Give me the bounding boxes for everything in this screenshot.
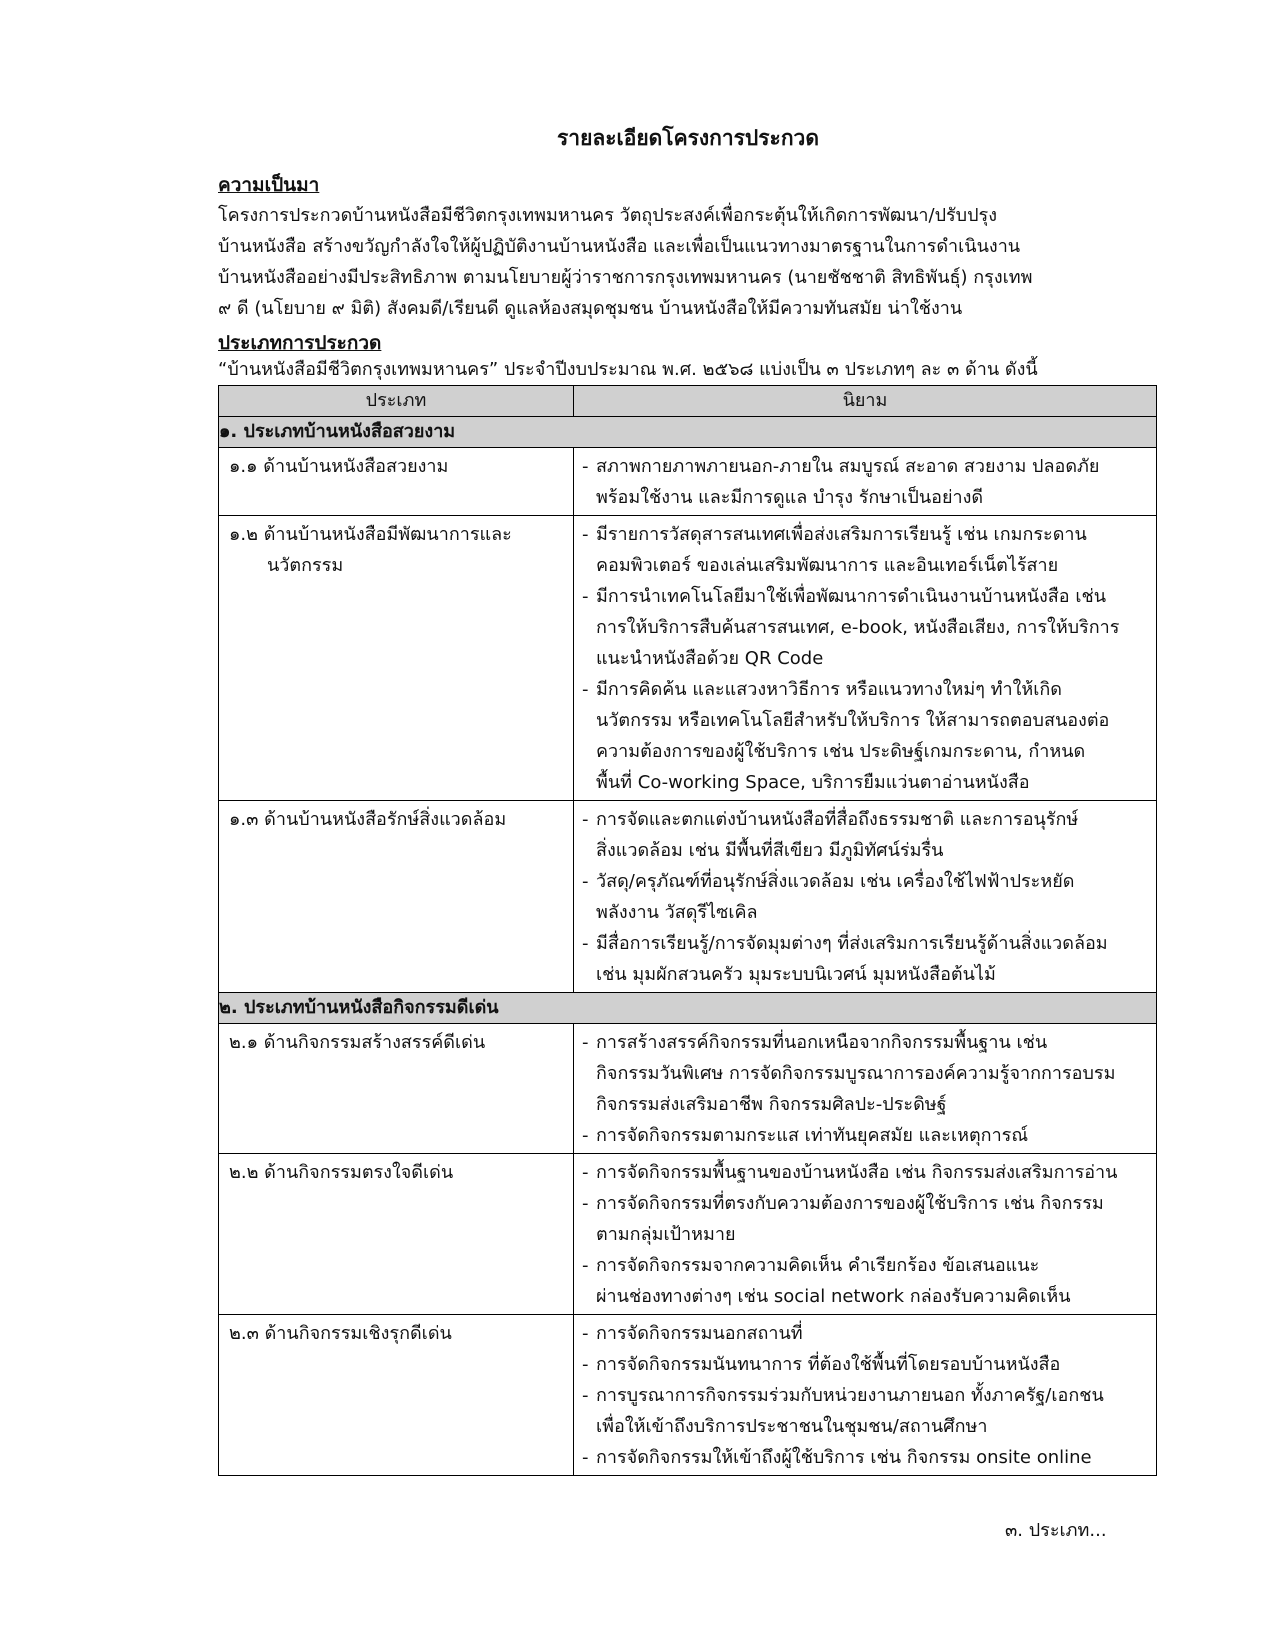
bullet-dash: - xyxy=(582,1193,589,1214)
criterion-name: ๒.๑ ด้านกิจกรรมสร้างสรรค์ดีเด่น xyxy=(229,1032,486,1053)
bullet-line: มีสื่อการเรียนรู้/การจัดมุมต่างๆ ที่ส่งเสริมการเรียนรู้ด้านสิ่งแวดล้อม xyxy=(596,933,1108,954)
bullet-text xyxy=(596,1380,1152,1442)
bullet-line: วัสดุ/ครุภัณฑ์ที่อนุรักษ์สิ่งแวดล้อม เช่น เครื่องใช้ไฟฟ้าประหยัด xyxy=(596,871,1075,892)
bullet-dash: - xyxy=(582,456,589,477)
bullet-line: การให้บริการสืบค้นสารสนเทศ, e-book, หนังสือเสียง, การให้บริการ xyxy=(596,617,1120,638)
criterion-row xyxy=(219,1315,1157,1476)
bullet-text xyxy=(596,1188,1152,1250)
criterion-name-cell xyxy=(219,1315,574,1476)
bullet-line: การจัดกิจกรรมที่ตรงกับความต้องการของผู้ใช้บริการ เช่น กิจกรรม xyxy=(596,1193,1104,1214)
bullet-dash: - xyxy=(582,1032,589,1053)
background-heading: ความเป็นมา xyxy=(218,174,320,196)
criterion-name-cell xyxy=(219,1024,574,1154)
bullet-line: พร้อมใช้งาน และมีการดูแล บำรุง รักษาเป็นอย่างดี xyxy=(596,487,984,508)
criterion-definition-cell xyxy=(574,1154,1157,1315)
definition-bullet xyxy=(582,928,1152,990)
bullet-line: สิ่งแวดล้อม เช่น มีพื้นที่สีเขียว มีภูมิทัศน์ร่มรื่น xyxy=(596,840,944,861)
bullet-line: แนะนำหนังสือด้วย QR Code xyxy=(596,648,824,669)
criterion-row xyxy=(219,516,1157,801)
bullet-text xyxy=(596,1157,1152,1188)
bullet-dash: - xyxy=(582,1385,589,1406)
bullet-dash: - xyxy=(582,524,589,545)
criterion-name: ๑.๒ ด้านบ้านหนังสือมีพัฒนาการและ xyxy=(229,524,512,545)
definition-bullet xyxy=(582,1157,1152,1188)
criterion-name-cell xyxy=(219,1154,574,1315)
background-line: บ้านหนังสือ สร้างขวัญกำลังใจให้ผู้ปฏิบัติงานบ้านหนังสือ และเพื่อเป็นแนวทางมาตรฐานในการดำเนินงาน xyxy=(218,236,1021,257)
category-title: ๒. ประเภทบ้านหนังสือกิจกรรมดีเด่น xyxy=(219,993,1157,1024)
definition-bullet xyxy=(582,1349,1152,1380)
definition-bullet xyxy=(582,1250,1152,1312)
bullet-text xyxy=(596,674,1152,798)
bullet-line: เพื่อให้เข้าถึงบริการประชาชนในชุมชน/สถานศึกษา xyxy=(596,1416,988,1437)
criterion-row xyxy=(219,801,1157,993)
bullet-text xyxy=(596,928,1152,990)
bullet-line: นวัตกรรม หรือเทคโนโลยีสำหรับให้บริการ ให้สามารถตอบสนองต่อ xyxy=(596,710,1110,731)
bullet-text xyxy=(596,866,1152,928)
criterion-definition-cell xyxy=(574,1315,1157,1476)
definition-bullet xyxy=(582,1442,1152,1473)
background-line: โครงการประกวดบ้านหนังสือมีชีวิตกรุงเทพมหานคร วัตถุประสงค์เพื่อกระตุ้นให้เกิดการพัฒนา/ปรับปรุง xyxy=(218,205,997,226)
background-paragraph xyxy=(218,200,1158,324)
bullet-line: ความต้องการของผู้ใช้บริการ เช่น ประดิษฐ์เกมกระดาน, กำหนด xyxy=(596,741,1086,762)
column-header-definition: นิยาม xyxy=(574,386,1157,417)
bullet-line: การจัดกิจกรรมนันทนาการ ที่ต้องใช้พื้นที่โดยรอบบ้านหนังสือ xyxy=(596,1354,1061,1375)
bullet-line: การจัดกิจกรรมนอกสถานที่ xyxy=(596,1323,803,1344)
criterion-name: ๑.๓ ด้านบ้านหนังสือรักษ์สิ่งแวดล้อม xyxy=(229,809,507,830)
table-header-row xyxy=(219,386,1157,417)
bullet-text xyxy=(596,1250,1152,1312)
criterion-name: ๑.๑ ด้านบ้านหนังสือสวยงาม xyxy=(229,456,449,477)
bullet-dash: - xyxy=(582,1255,589,1276)
bullet-line: การจัดและตกแต่งบ้านหนังสือที่สื่อถึงธรรมชาติ และการอนุรักษ์ xyxy=(596,809,1079,830)
criterion-name: ๒.๓ ด้านกิจกรรมเชิงรุกดีเด่น xyxy=(229,1323,452,1344)
bullet-line: การสร้างสรรค์กิจกรรมที่นอกเหนือจากกิจกรรมพื้นฐาน เช่น xyxy=(596,1032,1048,1053)
criterion-name-cell xyxy=(219,516,574,801)
bullet-line: ผ่านช่องทางต่างๆ เช่น social network กล่องรับความคิดเห็น xyxy=(596,1286,1071,1307)
bullet-text xyxy=(596,1442,1152,1473)
bullet-dash: - xyxy=(582,933,589,954)
bullet-line: พื้นที่ Co-working Space, บริการยืมแว่นตาอ่านหนังสือ xyxy=(596,772,1030,793)
criteria-table xyxy=(218,385,1157,1476)
bullet-line: กิจกรรมวันพิเศษ การจัดกิจกรรมบูรณาการองค์ความรู้จากการอบรม xyxy=(596,1063,1116,1084)
category-title: ๑. ประเภทบ้านหนังสือสวยงาม xyxy=(219,417,1157,448)
bullet-line: มีรายการวัสดุสารสนเทศเพื่อส่งเสริมการเรียนรู้ เช่น เกมกระดาน xyxy=(596,524,1087,545)
criterion-name: นวัตกรรม xyxy=(267,555,344,576)
definition-bullet xyxy=(582,866,1152,928)
criterion-row xyxy=(219,1154,1157,1315)
bullet-line: สภาพกายภาพภายนอก-ภายใน สมบูรณ์ สะอาด สวยงาม ปลอดภัย xyxy=(596,456,1100,477)
definition-bullet xyxy=(582,804,1152,866)
bullet-line: กิจกรรมส่งเสริมอาชีพ กิจกรรมศิลปะ-ประดิษฐ์ xyxy=(596,1094,947,1115)
bullet-text xyxy=(596,1027,1152,1120)
bullet-text xyxy=(596,804,1152,866)
definition-bullet xyxy=(582,1027,1152,1120)
bullet-line: พลังงาน วัสดุรีไซเคิล xyxy=(596,902,758,923)
criterion-definition-cell xyxy=(574,1024,1157,1154)
contest-types-heading: ประเภทการประกวด xyxy=(218,332,382,354)
bullet-dash: - xyxy=(582,679,589,700)
criterion-name-cell xyxy=(219,448,574,516)
contest-types-intro: “บ้านหนังสือมีชีวิตกรุงเทพมหานคร” ประจำปีงบประมาณ พ.ศ. ๒๕๖๘ แบ่งเป็น ๓ ประเภทๆ ละ ๓ ด้าน ดังนี้ xyxy=(218,359,1038,380)
bullet-dash: - xyxy=(582,586,589,607)
column-header-type: ประเภท xyxy=(219,386,574,417)
bullet-dash: - xyxy=(582,1447,589,1468)
bullet-line: เช่น มุมผักสวนครัว มุมระบบนิเวศน์ มุมหนังสือต้นไม้ xyxy=(596,964,996,985)
bullet-line: มีการคิดค้น และแสวงหาวิธีการ หรือแนวทางใหม่ๆ ทำให้เกิด xyxy=(596,679,1062,700)
bullet-text xyxy=(596,1318,1152,1349)
bullet-dash: - xyxy=(582,1323,589,1344)
criterion-definition-cell xyxy=(574,448,1157,516)
bullet-dash: - xyxy=(582,871,589,892)
bullet-text xyxy=(596,581,1152,674)
criterion-definition-cell xyxy=(574,801,1157,993)
definition-bullet xyxy=(582,1188,1152,1250)
definition-bullet xyxy=(582,519,1152,581)
bullet-line: มีการนำเทคโนโลยีมาใช้เพื่อพัฒนาการดำเนินงานบ้านหนังสือ เช่น xyxy=(596,586,1106,607)
criterion-row xyxy=(219,1024,1157,1154)
bullet-text xyxy=(596,451,1152,513)
bullet-dash: - xyxy=(582,1125,589,1146)
continued-note: ๓. ประเภท... xyxy=(1005,1520,1107,1541)
bullet-line: การจัดกิจกรรมจากความคิดเห็น คำเรียกร้อง ข้อเสนอแนะ xyxy=(596,1255,1040,1276)
bullet-text xyxy=(596,1120,1152,1151)
criteria-table-body xyxy=(219,386,1157,1476)
bullet-dash: - xyxy=(582,1354,589,1375)
bullet-text xyxy=(596,519,1152,581)
document-title: รายละเอียดโครงการประกวด xyxy=(557,126,819,150)
definition-bullet xyxy=(582,1120,1152,1151)
definition-bullet xyxy=(582,451,1152,513)
bullet-line: การจัดกิจกรรมพื้นฐานของบ้านหนังสือ เช่น กิจกรรมส่งเสริมการอ่าน xyxy=(596,1162,1118,1183)
criterion-name-cell xyxy=(219,801,574,993)
definition-bullet xyxy=(582,674,1152,798)
definition-bullet xyxy=(582,1318,1152,1349)
criterion-name: ๒.๒ ด้านกิจกรรมตรงใจดีเด่น xyxy=(229,1162,454,1183)
bullet-line: คอมพิวเตอร์ ของเล่นเสริมพัฒนาการ และอินเทอร์เน็ตไร้สาย xyxy=(596,555,1059,576)
bullet-line: การจัดกิจกรรมให้เข้าถึงผู้ใช้บริการ เช่น กิจกรรม onsite online xyxy=(596,1447,1092,1468)
bullet-dash: - xyxy=(582,1162,589,1183)
criterion-definition-cell xyxy=(574,516,1157,801)
background-line: ๙ ดี (นโยบาย ๙ มิติ) สังคมดี/เรียนดี ดูแลห้องสมุดชุมชน บ้านหนังสือให้มีความทันสมัย น่าใช้งาน xyxy=(218,298,963,319)
bullet-line: การจัดกิจกรรมตามกระแส เท่าทันยุคสมัย และเหตุการณ์ xyxy=(596,1125,1029,1146)
background-line: บ้านหนังสืออย่างมีประสิทธิภาพ ตามนโยบายผู้ว่าราชการกรุงเทพมหานคร (นายชัชชาติ สิทธิพันธุ์) กรุงเทพ xyxy=(218,267,1033,288)
bullet-dash: - xyxy=(582,809,589,830)
definition-bullet xyxy=(582,1380,1152,1442)
criterion-row xyxy=(219,448,1157,516)
definition-bullet xyxy=(582,581,1152,674)
bullet-text xyxy=(596,1349,1152,1380)
bullet-line: ตามกลุ่มเป้าหมาย xyxy=(596,1224,736,1245)
category-row xyxy=(219,993,1157,1024)
bullet-line: การบูรณาการกิจกรรมร่วมกับหน่วยงานภายนอก ทั้งภาครัฐ/เอกชน xyxy=(596,1385,1104,1406)
category-row xyxy=(219,417,1157,448)
